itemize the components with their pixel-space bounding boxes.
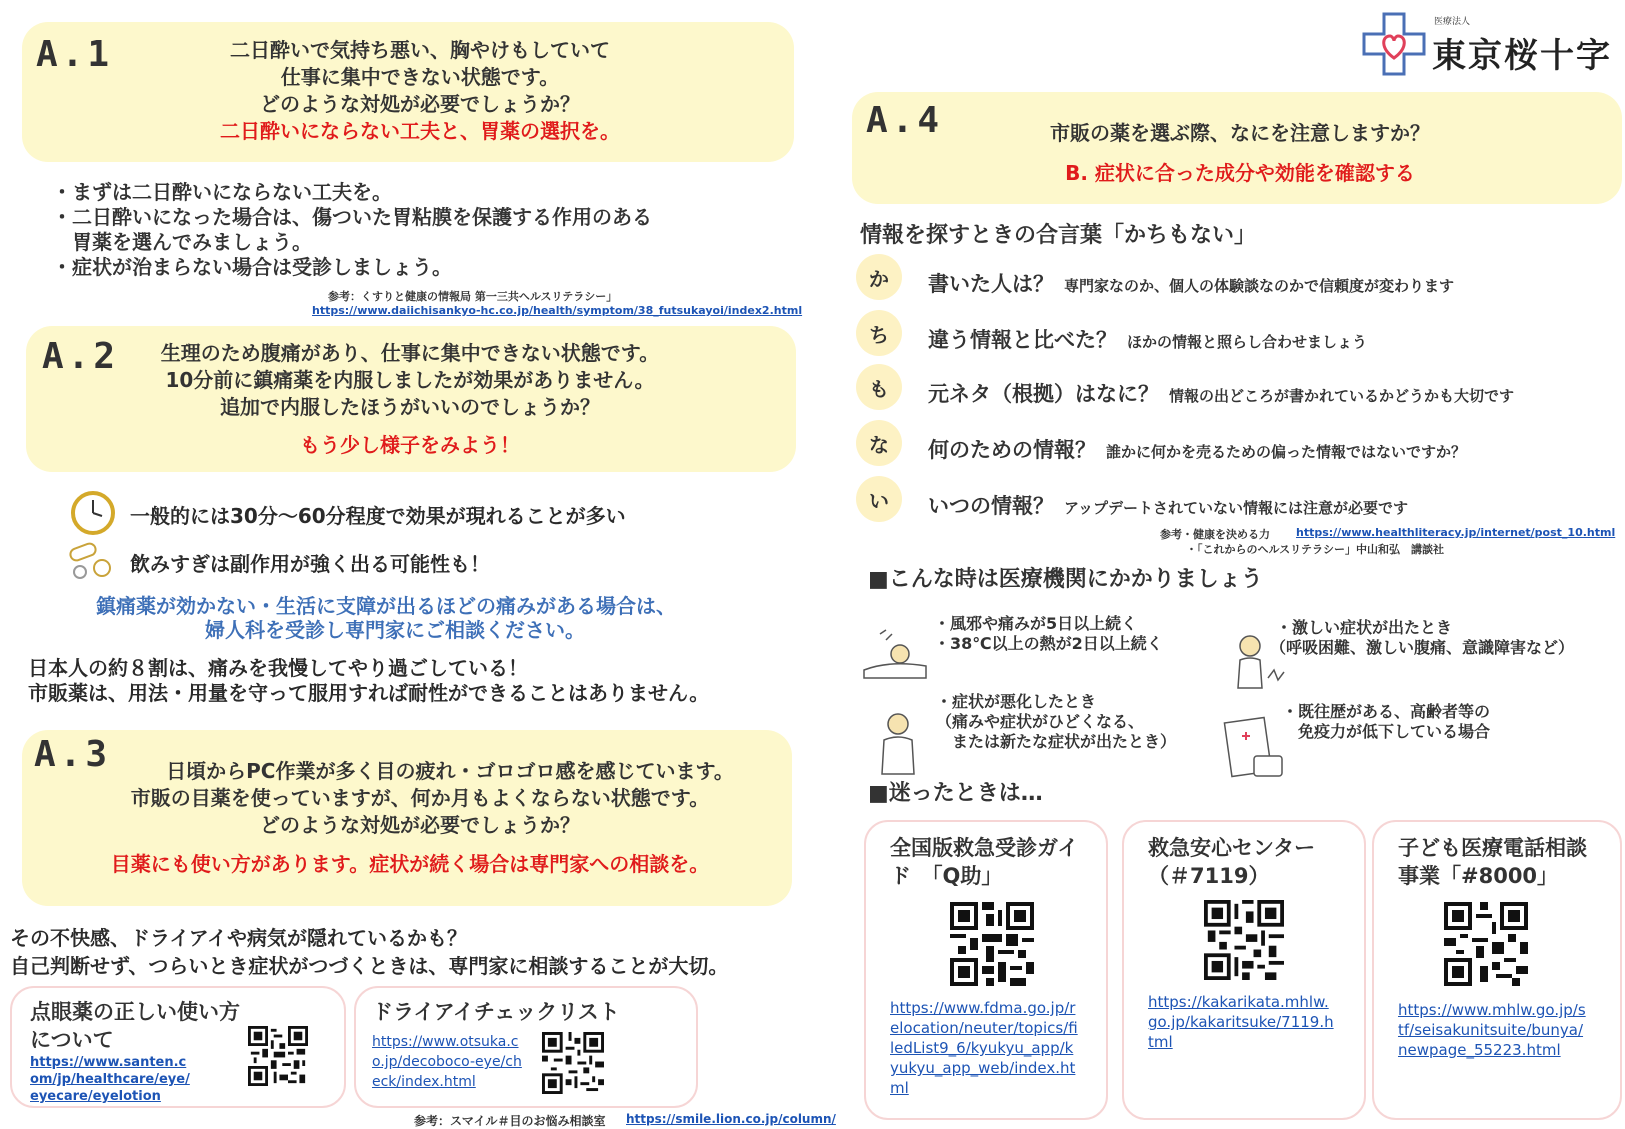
a2-point1: 一般的には30分～60分程度で効果が現れることが多い (130, 504, 626, 528)
sick-in-bed-icon (860, 620, 930, 682)
kachimonai-chi-main: 違う情報と比べた？ (928, 328, 1117, 352)
kachimonai-na-badge: な (856, 420, 902, 466)
a4-question: 市販の薬を選ぶ際、なにを注意しますか？ (1050, 121, 1430, 145)
kachimonai-na-row (928, 434, 1466, 464)
logo (1362, 8, 1620, 78)
a3-note-line1: その不快感、ドライアイや病気が隠れているかも？ (10, 926, 467, 950)
a2-question-line3: 追加で内服したほうがいいのでしょうか？ (220, 395, 600, 419)
clinic-condition3-line: または新たな症状が出たとき） (936, 732, 1177, 751)
medical-record-icon (1222, 712, 1288, 784)
a1-reference: 参考：くすりと健康の情報局 第一三共ヘルスリテラシー」 (328, 290, 618, 303)
a3-question-line1: 日頃からPC作業が多く目の疲れ・ゴロゴロ感を感じています。 (166, 759, 734, 783)
a1-bullets (52, 180, 792, 280)
logo-small-text: 医療法人 (1434, 17, 1471, 27)
a3-note-line2: 自己判断せず、つらいとき症状がつづくときは、専門家に相談することが大切。 (10, 954, 729, 978)
dry-eye-checklist-card[interactable] (354, 986, 698, 1108)
kachimonai-heading: 情報を探すときの合言葉「かちもない」 (860, 223, 1257, 248)
clinic-condition3 (936, 692, 1176, 752)
kachimonai-i-sub: アップデートされていない情報には注意が必要です (1064, 499, 1408, 517)
qsuke-guide-link[interactable]: https://www.fdma.go.jp/relocation/neuter/topics/filedList9_6/kyukyu_app/kyukyu_app_web/index.html (890, 999, 1078, 1097)
qr-code-icon (248, 1026, 308, 1086)
kachimonai-chi-badge: ち (856, 310, 902, 356)
kachimonai-reference-book: ・「これからのヘルスリテラシー」中山和弘 講談社 (1186, 543, 1444, 556)
clinic-heading: ■こんな時は医療機関にかかりましょう (868, 567, 1263, 592)
a2-question-line1: 生理のため腹痛があり、仕事に集中できない状態です。 (160, 341, 660, 365)
kachimonai-na-sub: 誰かに何かを売るための偏った情報ではないですか？ (1106, 443, 1467, 461)
kachimonai-reference: 参考・健康を決める力 (1160, 528, 1270, 541)
a1-reference-link[interactable]: https://www.daiichisankyo-hc.co.jp/health/symptom/38_futsukayoi/index2.html (312, 304, 803, 317)
kachimonai-i-row (928, 490, 1408, 520)
clinic-condition3-line: ・症状が悪化したとき (936, 692, 1097, 711)
qr-code-icon (1204, 900, 1284, 980)
kachimonai-i-badge: い (856, 476, 902, 522)
a2-point2: 飲みすぎは副作用が強く出る可能性も！ (130, 552, 490, 576)
a4-question-box (852, 92, 1622, 204)
kachimonai-na-main: 何のための情報？ (928, 438, 1096, 462)
dry-eye-checklist-title: ドライアイチェックリスト (372, 1000, 620, 1024)
a1-answer: 二日酔いにならない工夫と、胃薬の選択を。 (220, 119, 620, 143)
a1-bullet: ・二日酔いになった場合は、傷ついた胃粘膜を保護する作用のある (52, 205, 652, 229)
qr-code-icon (542, 1032, 604, 1094)
clinic-condition2 (1270, 618, 1575, 658)
a1-bullet: ・症状が治まらない場合は受診しましょう。 (52, 255, 452, 279)
kachimonai-mo-main: 元ネタ（根拠）はなに？ (928, 382, 1159, 406)
pills-icon (64, 540, 118, 582)
clinic-condition1-line: ・風邪や痛みが5日以上続く (934, 614, 1138, 633)
a1-bullet: 胃薬を選んでみましょう。 (52, 230, 312, 254)
kachimonai-chi-row (928, 324, 1367, 354)
a2-advice-line2: 婦人科を受診し専門家にご相談ください。 (205, 618, 585, 642)
a2-advice-line1: 鎮痛薬が効かない・生活に支障が出るほどの痛みがある場合は、 (96, 594, 676, 618)
a2-note-line2: 市販薬は、用法・用量を守って服用すれば耐性ができることはありません。 (28, 681, 710, 705)
child-8000-title: 子ども医療電話相談事業「#8000」 (1398, 836, 1587, 888)
kachimonai-ka-sub: 専門家なのか、個人の体験談なのかで信頼度が変わります (1064, 277, 1455, 295)
a1-question-line2: 仕事に集中できない状態です。 (280, 65, 560, 89)
eyedrop-usage-title: 点眼薬の正しい使い方について (30, 1000, 240, 1052)
eyedrop-usage-card[interactable] (10, 986, 346, 1108)
lost-heading: ■迷ったときは… (868, 781, 1043, 806)
a3-question-line2: 市販の目薬を使っていますが、何か月もよくならない状態です。 (130, 786, 710, 810)
eyedrop-usage-link[interactable]: https://www.santen.com/jp/healthcare/eye/eyecare/eyelotion (30, 1055, 190, 1104)
a2-note-line1: 日本人の約８割は、痛みを我慢してやり過ごしている！ (28, 656, 528, 680)
a3-answer: 目薬にも使い方があります。症状が続く場合は専門家への相談を。 (110, 852, 710, 876)
clinic-condition3-line: （痛みや症状がひどくなる、 (936, 712, 1145, 731)
kachimonai-chi-sub: ほかの情報と照らし合わせましょう (1127, 333, 1368, 351)
clinic-condition2-line: （呼吸困難、激しい腹痛、意識障害など） (1270, 638, 1575, 657)
kachimonai-ka-main: 書いた人は？ (928, 272, 1054, 296)
a3-reference-link[interactable]: https://smile.lion.co.jp/column/ (626, 1112, 836, 1126)
emergency-7119-title: 救急安心センター（＃7119） (1148, 836, 1316, 888)
qr-code-icon (950, 902, 1034, 986)
a3-question-line3: どのような対処が必要でしょうか？ (260, 813, 580, 837)
emergency-7119-link[interactable]: https://kakarikata.mhlw.go.jp/kakaritsuke/7119.html (1148, 993, 1334, 1051)
a1-question-line1: 二日酔いで気持ち悪い、胸やけもしていて (230, 38, 610, 62)
a4-answer: B. 症状に合った成分や効能を確認する (1065, 161, 1415, 185)
kachimonai-ka-badge: か (856, 254, 902, 300)
a3-reference: 参考：スマイル＃目のお悩み相談室 (414, 1114, 606, 1128)
child-8000-link[interactable]: https://www.mhlw.go.jp/stf/seisakunitsuite/bunya/newpage_55223.html (1398, 1001, 1586, 1059)
a1-question-line3: どのような対処が必要でしょうか？ (260, 92, 580, 116)
clinic-condition4-line: 免疫力が低下している場合 (1282, 722, 1491, 741)
qsuke-guide-title: 全国版救急受診ガイド 「Q助」 (890, 836, 1079, 888)
a2-answer: もう少し様子をみよう！ (300, 433, 520, 457)
clock-icon (70, 490, 116, 536)
a4-label: A.4 (866, 100, 944, 141)
logo-name: 東京桜十字 (1432, 36, 1612, 76)
kachimonai-mo-sub: 情報の出どころが書かれているかどうかも大切です (1169, 387, 1515, 405)
emergency-7119-card[interactable] (1122, 820, 1366, 1120)
child-8000-card[interactable] (1372, 820, 1622, 1120)
a1-bullet: ・まずは二日酔いにならない工夫を。 (52, 180, 392, 204)
clinic-condition1 (934, 614, 1163, 654)
a2-label: A.2 (42, 336, 120, 377)
qr-code-icon (1444, 902, 1528, 986)
clinic-condition2-line: ・激しい症状が出たとき (1276, 618, 1453, 637)
cross-logo-icon (1362, 12, 1426, 76)
dry-eye-checklist-link[interactable]: https://www.otsuka.co.jp/decoboco-eye/check/index.html (372, 1034, 522, 1090)
worsening-symptom-icon (868, 710, 928, 778)
a2-question-line2: 10分前に鎮痛薬を内服しましたが効果がありません。 (165, 368, 655, 392)
a3-label: A.3 (34, 734, 112, 775)
qsuke-guide-card[interactable] (864, 820, 1108, 1120)
clinic-condition4 (1282, 702, 1490, 742)
clinic-condition4-line: ・既往歴がある、高齢者等の (1282, 702, 1491, 721)
clinic-condition1-line: ・38℃以上の熱が2日以上続く (934, 634, 1163, 653)
kachimonai-reference-link[interactable]: https://www.healthliteracy.jp/internet/post_10.html (1296, 526, 1616, 539)
kachimonai-mo-row (928, 378, 1514, 408)
kachimonai-mo-badge: も (856, 364, 902, 410)
kachimonai-i-main: いつの情報？ (928, 494, 1054, 518)
a1-label: A.1 (36, 34, 114, 75)
kachimonai-ka-row (928, 268, 1454, 298)
